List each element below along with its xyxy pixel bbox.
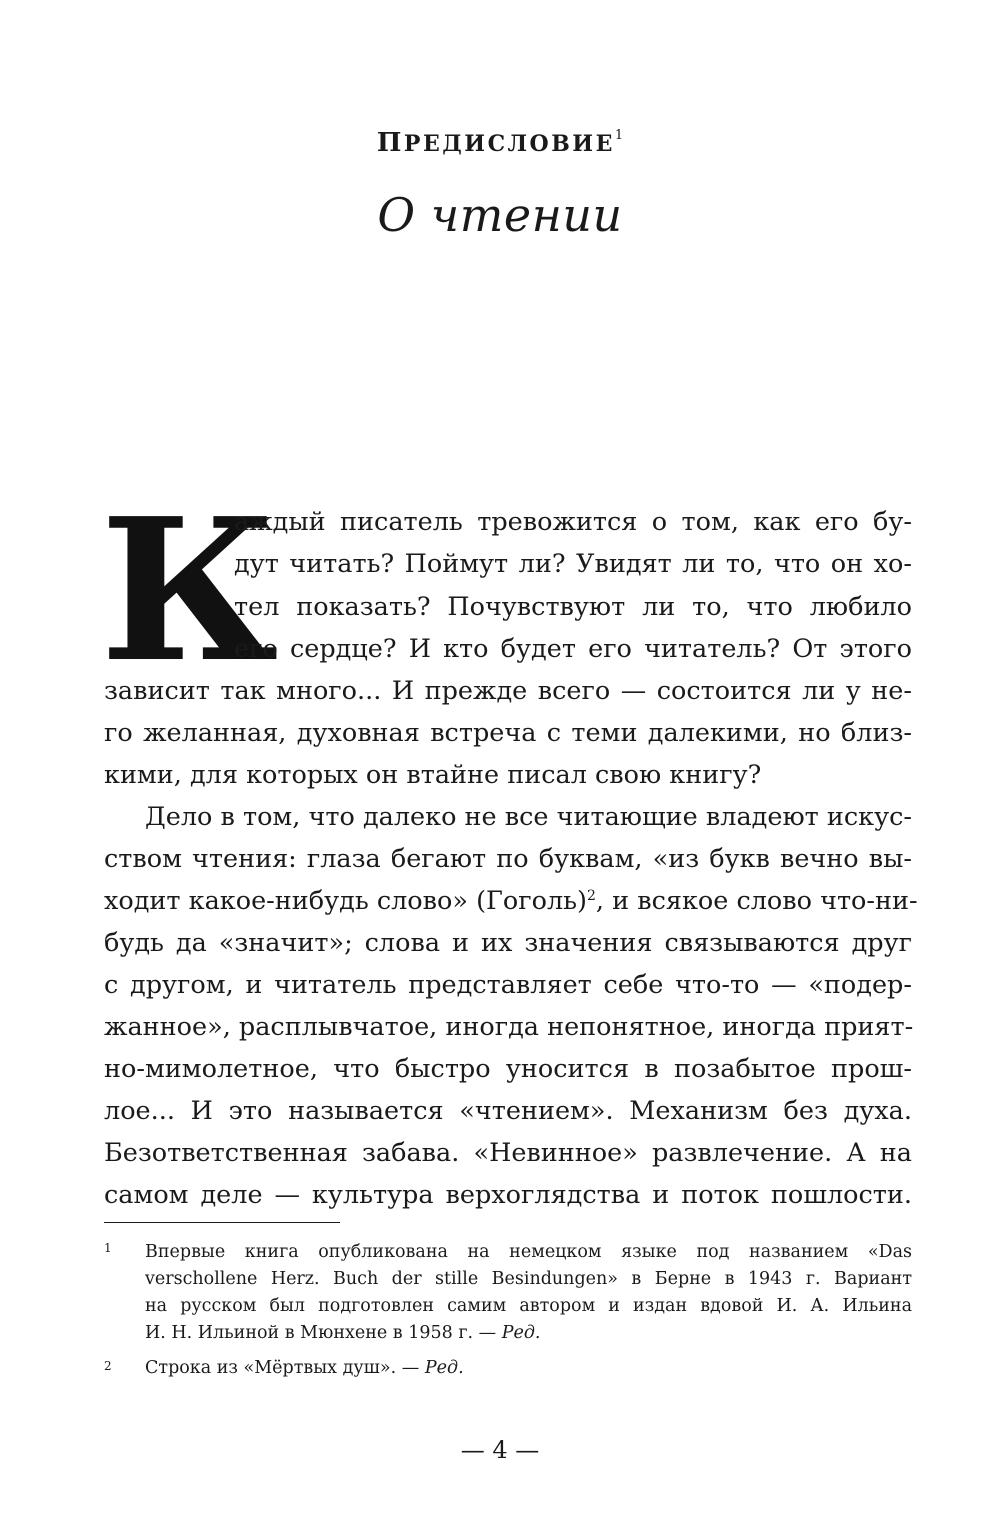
footnote-2-number: 2 — [104, 1359, 112, 1373]
drop-cap: К — [100, 476, 279, 706]
footnote-1-line-3: на русском был подготовлен самим автором и издан вдовой И. А. Ильина — [145, 1296, 912, 1316]
heading-rest: РЕДИСЛОВИЕ — [403, 131, 615, 157]
paragraph-2-line-6: жанное», расплывчатое, иногда непонятное, иногда прият- — [104, 1012, 914, 1042]
footnote-divider — [104, 1222, 340, 1223]
paragraph-2-line-8: лое... И это называется «чтением». Механизм без духа. — [104, 1096, 912, 1126]
footnote-1-line-1: Впервые книга опубликована на немецком языке под названием «Das — [145, 1242, 912, 1262]
paragraph-1-line-4: его сердце? И кто будет его читатель? От этого — [234, 634, 912, 664]
footnote-ref-2: 2 — [587, 888, 596, 904]
paragraph-2-line-3-end: , и всякое слово что-ни- — [595, 886, 918, 916]
footnote-2-line — [145, 1355, 912, 1382]
footnote-2-text: Строка из «Мёртвых душ». — — [145, 1358, 425, 1378]
footnote-2-editor-mark: Ред. — [424, 1358, 464, 1378]
paragraph-2-line-3 — [104, 881, 918, 921]
paragraph-1-line-5: зависит так много... И прежде всего — состоится ли у не- — [104, 676, 912, 706]
chapter-title: О чтении — [377, 188, 623, 242]
footnote-1-number: 1 — [104, 1241, 112, 1255]
paragraph-2-line-2: ством чтения: глаза бегают по буквам, «из букв вечно вы- — [104, 844, 912, 874]
paragraph-2-line-7: но-мимолетное, что быстро уносится в позабытое прош- — [104, 1054, 912, 1084]
paragraph-1-line-3: тел показать? Почувствуют ли то, что любило — [234, 592, 912, 622]
footnote-1-line-4 — [145, 1320, 912, 1347]
paragraph-1-line-7: кими, для которых он втайне писал свою книгу? — [104, 760, 762, 790]
footnote-1-last-text: И. Н. Ильиной в Мюнхене в 1958 г. — — [145, 1323, 502, 1343]
page-number: — 4 — — [460, 1436, 540, 1464]
paragraph-2-line-5: с другом, и читатель представляет себе что-то — «подер- — [104, 970, 912, 1000]
footnote-1-line-2: verschollene Herz. Buch der stille Besindungen» в Берне в 1943 г. Вариант — [145, 1269, 912, 1289]
paragraph-1-line-6: го желанная, духовная встреча с теми далекими, но близ- — [104, 718, 912, 748]
paragraph-1-line-2: дут читать? Поймут ли? Увидят ли то, что он хо- — [234, 549, 912, 579]
paragraph-1-line-1: аждый писатель тревожится о том, как его бу- — [234, 507, 912, 537]
paragraph-2-line-10: самом деле — культура верхоглядства и поток пошлости. — [104, 1180, 912, 1210]
paragraph-2-line-4: будь да «значит»; слова и их значения связываются друг — [104, 928, 912, 958]
section-heading — [0, 128, 1000, 158]
paragraph-2-line-9: Безответственная забава. «Невинное» развлечение. А на — [104, 1138, 912, 1168]
paragraph-2-line-1: Дело в том, что далеко не все читающие владеют искус- — [145, 802, 912, 832]
heading-capital: П — [376, 128, 404, 158]
paragraph-2-line-3-start: ходит какое-нибудь слово» (Гоголь) — [104, 886, 587, 916]
footnote-ref-1: 1 — [614, 128, 624, 143]
footnote-1-editor-mark: Ред. — [501, 1323, 541, 1343]
